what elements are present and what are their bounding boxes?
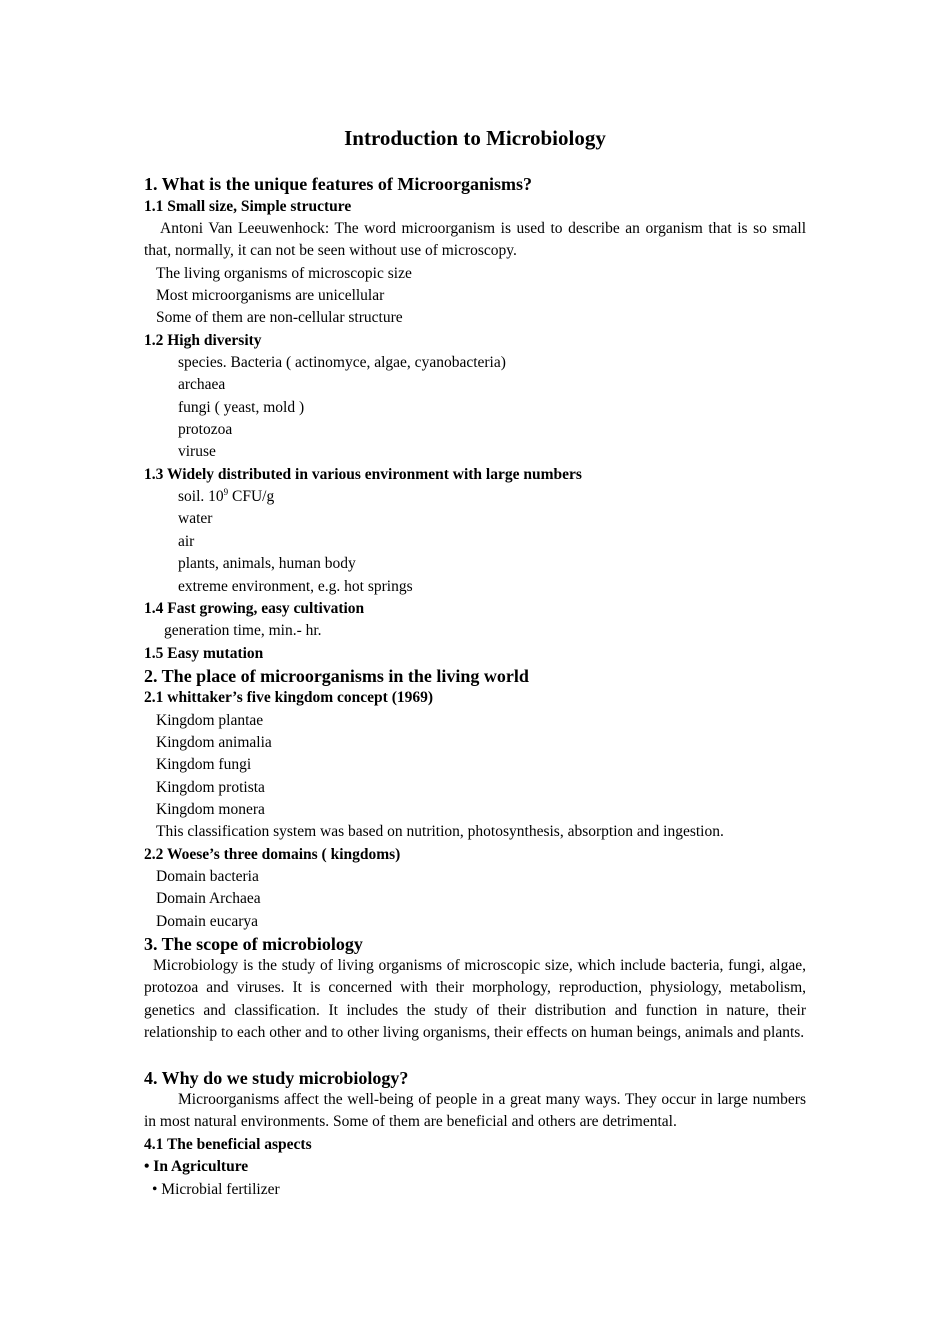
distribution-item: extreme environment, e.g. hot springs (178, 578, 413, 595)
soil-unit: CFU/g (228, 488, 275, 505)
soil-text: soil. 10 (178, 488, 224, 505)
soil-exponent: 9 (223, 487, 229, 497)
section-2-heading: 2. The place of microorganisms in the living world (144, 666, 529, 686)
domain-item: Domain bacteria (156, 868, 259, 885)
domain-item: Domain Archaea (156, 890, 261, 907)
section-1-4-line: generation time, min.- hr. (164, 622, 322, 639)
section-3-heading: 3. The scope of microbiology (144, 934, 363, 954)
diversity-item: fungi ( yeast, mold ) (178, 399, 305, 416)
section-1-1-paragraph: Antoni Van Leeuwenhock: The word microorganism is used to describe an organism that is so small that, normally, it can not be seen without use of microscopy. (144, 220, 806, 260)
kingdom-item: Kingdom plantae (156, 712, 264, 729)
section-4-heading: 4. Why do we study microbiology? (144, 1068, 409, 1088)
distribution-item-soil (178, 486, 274, 508)
section-1-4-heading: 1.4 Fast growing, easy cultivation (144, 600, 365, 617)
diversity-item: viruse (178, 443, 216, 460)
kingdom-item: Kingdom monera (156, 801, 265, 818)
agriculture-bullet: • In Agriculture (144, 1158, 249, 1175)
section-1-3-heading: 1.3 Widely distributed in various environment with large numbers (144, 466, 582, 483)
section-1-heading: 1. What is the unique features of Microorganisms? (144, 174, 533, 194)
diversity-item: protozoa (178, 421, 233, 438)
fertilizer-sub-bullet: • Microbial fertilizer (152, 1181, 280, 1198)
section-4-1-heading: 4.1 The beneficial aspects (144, 1136, 312, 1153)
section-1-5-heading: 1.5 Easy mutation (144, 645, 264, 662)
diversity-item: species. Bacteria ( actinomyce, algae, cyanobacteria) (178, 354, 506, 371)
section-1-2-heading: 1.2 High diversity (144, 332, 262, 349)
document-title: Introduction to Microbiology (344, 126, 606, 150)
section-2-1-heading: 2.1 whittaker’s five kingdom concept (1969) (144, 689, 434, 706)
distribution-item: water (178, 510, 213, 527)
section-4-paragraph: Microorganisms affect the well-being of people in a great many ways. They occur in large numbers in most natural environments. Some of them are beneficial and others are detrimental. (144, 1091, 806, 1131)
section-3-paragraph: Microbiology is the study of living organisms of microscopic size, which include bacteria, fungi, algae, protozoa and viruses. It is concerned with their morphology, reproduction, physiology, metabolism, genetics and classification. It includes the study of their distribution and function in nature, their relationship to each other and to other living organisms, their effects on human beings, animals and plants. (144, 957, 806, 1041)
section-1-1-line: Some of them are non-cellular structure (156, 309, 403, 326)
section-1-1-line: Most microorganisms are unicellular (156, 287, 385, 304)
section-2-2-heading: 2.2 Woese’s three domains ( kingdoms) (144, 846, 401, 863)
section-1-1-line: The living organisms of microscopic size (156, 265, 412, 282)
kingdom-item: Kingdom protista (156, 779, 265, 796)
distribution-item: air (178, 533, 195, 550)
distribution-item: plants, animals, human body (178, 555, 356, 572)
kingdom-item: Kingdom animalia (156, 734, 272, 751)
classification-note: This classification system was based on nutrition, photosynthesis, absorption and ingestion. (156, 823, 724, 840)
section-1-1-heading: 1.1 Small size, Simple structure (144, 198, 352, 215)
diversity-item: archaea (178, 376, 226, 393)
kingdom-item: Kingdom fungi (156, 756, 252, 773)
domain-item: Domain eucarya (156, 913, 258, 930)
